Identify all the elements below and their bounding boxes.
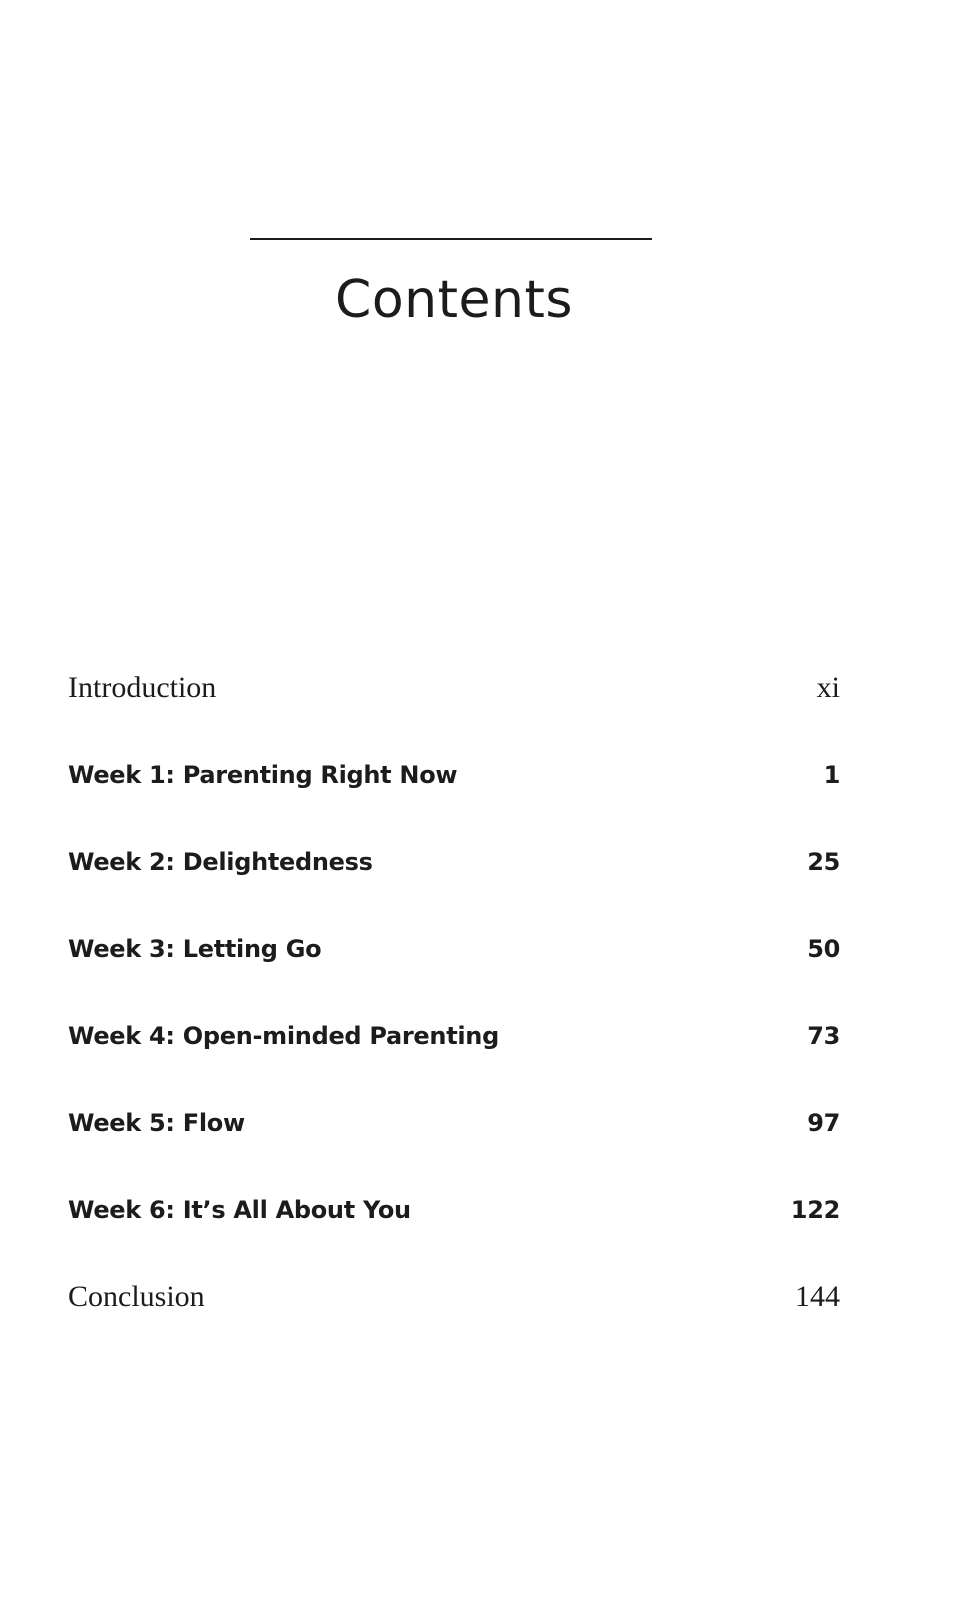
toc-entry-page: 25 — [807, 848, 840, 876]
toc-entry-page: 50 — [807, 935, 840, 963]
toc-entry-page: xi — [816, 671, 840, 704]
page-title: Contents — [335, 270, 573, 330]
toc-entry-label: Week 6: It’s All About You — [68, 1196, 411, 1224]
toc-entry-label: Conclusion — [68, 1280, 205, 1313]
toc-entry-label: Week 2: Delightedness — [68, 848, 373, 876]
title-rule — [250, 238, 652, 240]
toc-entry-label: Week 4: Open-minded Parenting — [68, 1022, 499, 1050]
toc-entry-page: 1 — [823, 761, 840, 789]
toc-entry-page: 73 — [807, 1022, 840, 1050]
toc-entry-page: 144 — [795, 1280, 840, 1313]
toc-entry-week-4 — [68, 1018, 840, 1105]
toc-entry-page: 122 — [790, 1196, 840, 1224]
toc-entry-introduction — [68, 670, 840, 757]
toc-entry-week-2 — [68, 844, 840, 931]
toc-entry-label: Introduction — [68, 671, 217, 704]
toc-entry-week-6 — [68, 1192, 840, 1279]
toc-entry-label: Week 1: Parenting Right Now — [68, 761, 458, 789]
toc-entry-week-3 — [68, 931, 840, 1018]
toc-entry-week-1 — [68, 757, 840, 844]
toc-entry-label: Week 5: Flow — [68, 1109, 245, 1137]
toc-entry-conclusion — [68, 1279, 840, 1366]
toc-entry-page: 97 — [807, 1109, 840, 1137]
table-of-contents — [68, 670, 840, 1366]
toc-entry-label: Week 3: Letting Go — [68, 935, 322, 963]
toc-entry-week-5 — [68, 1105, 840, 1192]
